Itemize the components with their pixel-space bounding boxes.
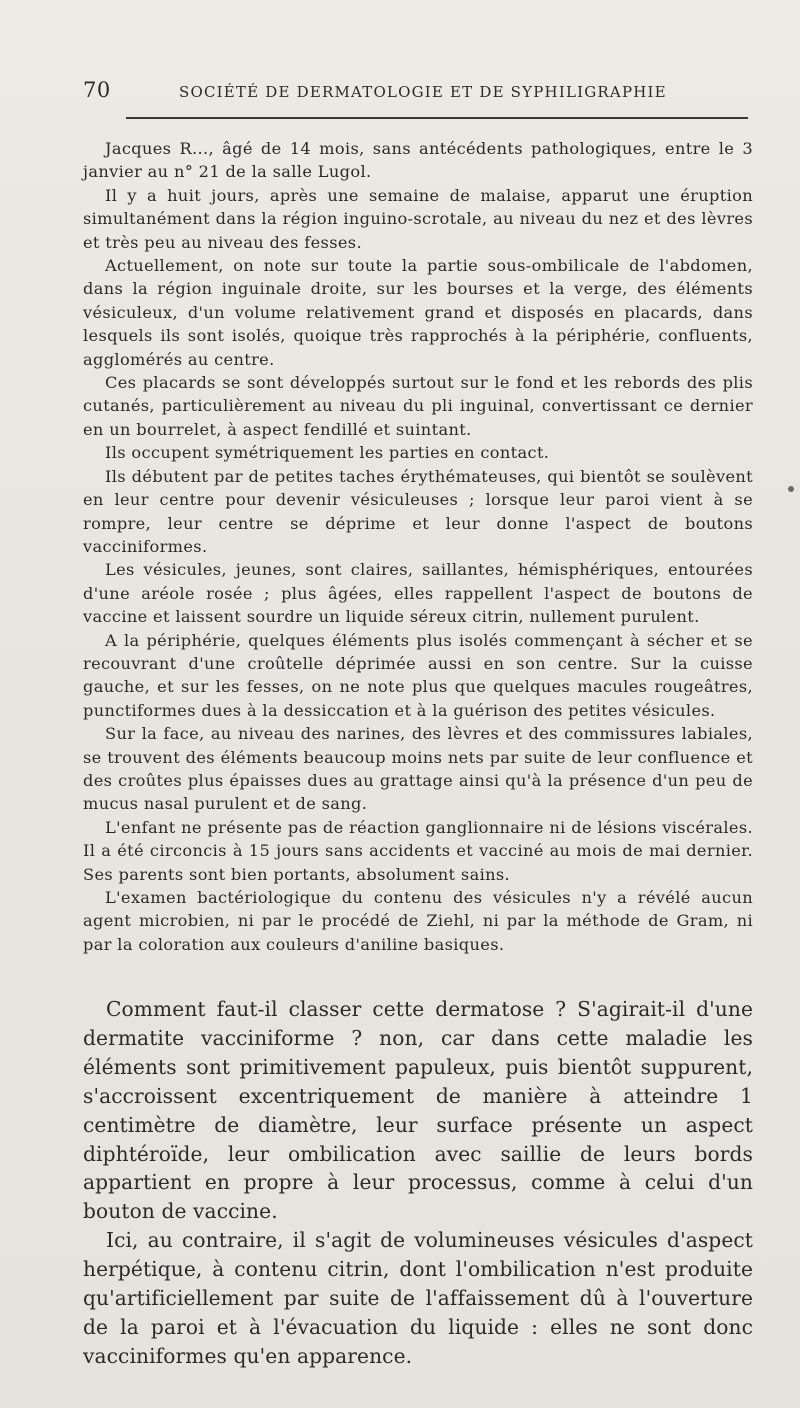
paragraph: Ils débutent par de petites taches érythémateuses, qui bientôt se soulèvent en leur centre pour devenir vésiculeuses ; lorsque leur paroi vient à se rompre, leur centre se déprime et leur donne l'aspect de boutons vacciniformes. bbox=[83, 466, 753, 556]
paragraph: Ici, au contraire, il s'agit de volumineuses vésicules d'aspect herpétique, à contenu citrin, dont l'ombilication n'est produite qu'artificiellement par suite de l'affaissement dû à l'ouverture de la paroi et à l'évacuation du liquide : elles ne sont donc vacciniformes qu'en apparence. bbox=[83, 1228, 753, 1368]
paragraph: Jacques R..., âgé de 14 mois, sans antécédents pathologiques, entre le 3 janvier au n° 21 de la salle Lugol. bbox=[83, 139, 753, 182]
paragraph: Ces placards se sont développés surtout sur le fond et les rebords des plis cutanés, particulièrement au niveau du pli inguinal, convertissant ce dernier en un bourrelet, à aspect fendillé et suintant. bbox=[83, 373, 753, 439]
paragraph: A la périphérie, quelques éléments plus isolés commençant à sécher et se recouvrant d'une croûtelle déprimée aussi en son centre. Sur la cuisse gauche, et sur les fesses, on ne note plus que quelques macules rougeâtres, punctiformes dues à la dessiccation et à la guérison des petites vésicules. bbox=[83, 630, 753, 720]
page-header bbox=[83, 78, 753, 112]
paragraph: Ils occupent symétriquement les parties en contact. bbox=[105, 443, 550, 463]
paragraph: Actuellement, on note sur toute la partie sous-ombilicale de l'abdomen, dans la région inguinale droite, sur les bourses et la verge, des éléments vésiculeux, d'un volume relativement grand et disposés en placards, dans lesquels ils sont isolés, quoique très rapprochés à la périphérie, confluents, agglomérés au centre. bbox=[83, 256, 753, 369]
header-rule bbox=[126, 117, 748, 119]
margin-mark bbox=[788, 486, 794, 492]
paragraph: Les vésicules, jeunes, sont claires, saillantes, hémisphériques, entourées d'une aréole rosée ; plus âgées, elles rappellent l'aspect de boutons de vaccine et laissent sourdre un liquide séreux citrin, nullement purulent. bbox=[83, 560, 753, 627]
case-report bbox=[83, 137, 753, 956]
discussion bbox=[83, 995, 753, 1371]
running-title: SOCIÉTÉ DE DERMATOLOGIE ET DE SYPHILIGRAPHIE bbox=[179, 83, 667, 101]
paragraph: L'enfant ne présente pas de réaction ganglionnaire ni de lésions viscérales. Il a été circoncis à 15 jours sans accidents et vacciné au mois de mai dernier. Ses parents sont bien portants, absolument sains. bbox=[83, 817, 753, 884]
paragraph: L'examen bactériologique du contenu des vésicules n'y a révélé aucun agent microbien, ni par le procédé de Ziehl, ni par la méthode de Gram, ni par la coloration aux couleurs d'aniline basiques. bbox=[83, 888, 753, 954]
paragraph: Sur la face, au niveau des narines, des lèvres et des commissures labiales, se trouvent des éléments beaucoup moins nets par suite de leur confluence et des croûtes plus épaisses dues au grattage ainsi qu'à la présence d'un peu de mucus nasal purulent et de sang. bbox=[83, 724, 753, 814]
page-number: 70 bbox=[83, 78, 111, 102]
paragraph: Comment faut-il classer cette dermatose ? S'agirait-il d'une dermatite vacciniforme ? non, car dans cette maladie les éléments sont primitivement papuleux, puis bientôt suppurent, s'accroissent excentriquement de manière à atteindre 1 centimètre de diamètre, leur surface présente un aspect diphtéroïde, leur ombilication avec saillie de leurs bords appartient en propre à leur processus, comme à celui d'un bouton de vaccine. bbox=[83, 997, 753, 1224]
paragraph: Il y a huit jours, après une semaine de malaise, apparut une éruption simultanément dans la région inguino-scrotale, au niveau du nez et des lèvres et très peu au niveau des fesses. bbox=[83, 185, 753, 252]
